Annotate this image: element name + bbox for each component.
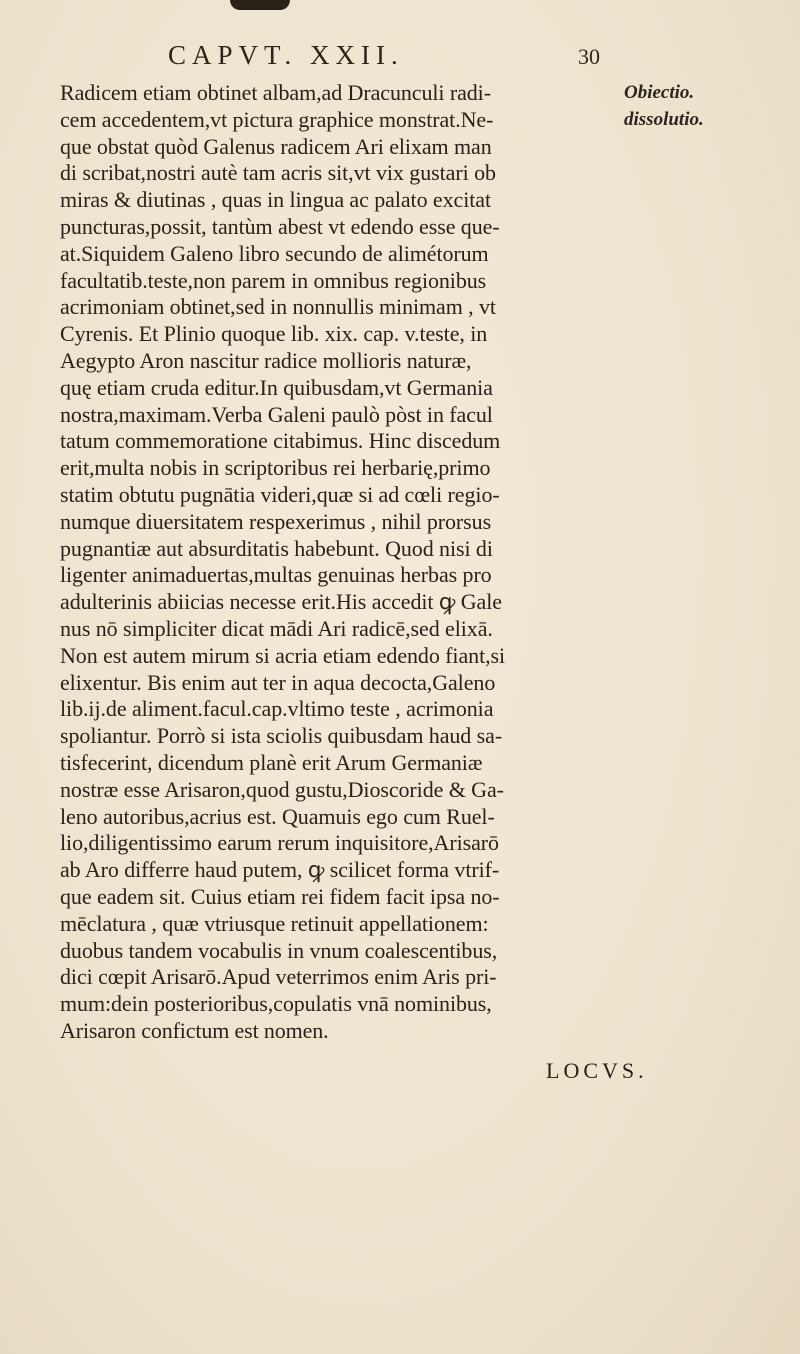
text-line: spoliantur. Porrò si ista sciolis quibusdam haud sa- [60,723,503,749]
text-line: pugnantiæ aut absurditatis habebunt. Quod nisi di [60,535,493,561]
catchword: LOCVS. [546,1058,648,1083]
text-line: duobus tandem vocabulis in vnum coalescentibus, [60,937,498,963]
text-line: que obstat quòd Galenus radicem Ari elixam man [60,133,492,159]
text-line: elixentur. Bis enim aut ter in aqua decocta,Galeno [60,669,496,695]
text-line: numque diuersitatem respexerimus , nihil prorsus [60,508,492,534]
text-line: cem accedentem,vt pictura graphice monstrat.Ne- [60,106,494,132]
text-line: miras & diutinas , quas in lingua ac palato excitat [60,187,492,213]
running-head: CAPVT. XXII. [168,40,404,70]
text-line: facultatib.teste,non parem in omnibus regionibus [60,267,487,293]
text-line: nostræ esse Arisaron,quod gustu,Dioscoride & Ga- [60,776,504,802]
text-line: Arisaron confictum est nomen. [60,1017,329,1043]
text-line: Cyrenis. Et Plinio quoque lib. xix. cap. v.teste, in [60,321,488,347]
text-line: acrimoniam obtinet,sed in nonnullis minimam , vt [60,294,496,320]
text-line: mēclatura , quæ vtriusque retinuit appellationem: [60,910,489,936]
text-line: Non est autem mirum si acria etiam edendo fiant,si [60,642,506,668]
text-line: erit,multa nobis in scriptoribus rei herbarię,primo [60,455,491,481]
text-line: nostra,maximam.Verba Galeni paulò pòst in facul [60,401,493,427]
text-line: ab Aro differre haud putem, ꝙ scilicet forma vtrif- [60,857,500,883]
text-line: lib.ij.de aliment.facul.cap.vltimo teste , acrimonia [60,696,494,722]
text-line: lio,diligentissimo earum rerum inquisitore,Arisarō [60,830,499,856]
text-line: nus nō simpliciter dicat mādi Ari radicē,sed elixā. [60,615,493,641]
text-line: leno autoribus,acrius est. Quamuis ego cum Ruel- [60,803,495,829]
page-edge-mark [230,0,290,10]
folio-number: 30 [578,44,600,69]
text-line: Radicem etiam obtinet albam,ad Dracunculi radi- [60,80,491,105]
text-line: Aegypto Aron nascitur radice mollioris naturæ, [60,347,472,373]
text-line: tisfecerint, dicendum planè erit Arum Germaniæ [60,749,483,775]
text-line: di scribat,nostri autè tam acris sit,vt vix gustari ob [60,160,496,186]
text-line: mum:dein posterioribus,copulatis vnā nominibus, [60,991,492,1017]
margin-note-resolution: dissolutio. [624,109,704,130]
text-line: dici cœpit Arisarō.Apud veterrimos enim Aris pri- [60,964,497,990]
text-line: puncturas,possit, tantùm abest vt edendo esse que- [60,213,500,239]
margin-note-objection: Obiectio. [624,82,695,103]
text-line: quę etiam cruda editur.In quibusdam,vt Germania [60,374,493,400]
text-line: tatum commemoratione citabimus. Hinc discedum [60,428,501,454]
body-text [60,80,620,1045]
text-line: adulterinis abiicias necesse erit.His accedit ꝙ Gale [60,589,502,615]
text-line: at.Siquidem Galeno libro secundo de alimétorum [60,240,489,266]
page-header [168,40,608,71]
text-line: que eadem sit. Cuius etiam rei fidem facit ipsa no- [60,883,500,909]
text-line: statim obtutu pugnātia videri,quæ si ad cœli regio- [60,481,500,507]
text-line: ligenter animaduertas,multas genuinas herbas pro [60,562,492,588]
